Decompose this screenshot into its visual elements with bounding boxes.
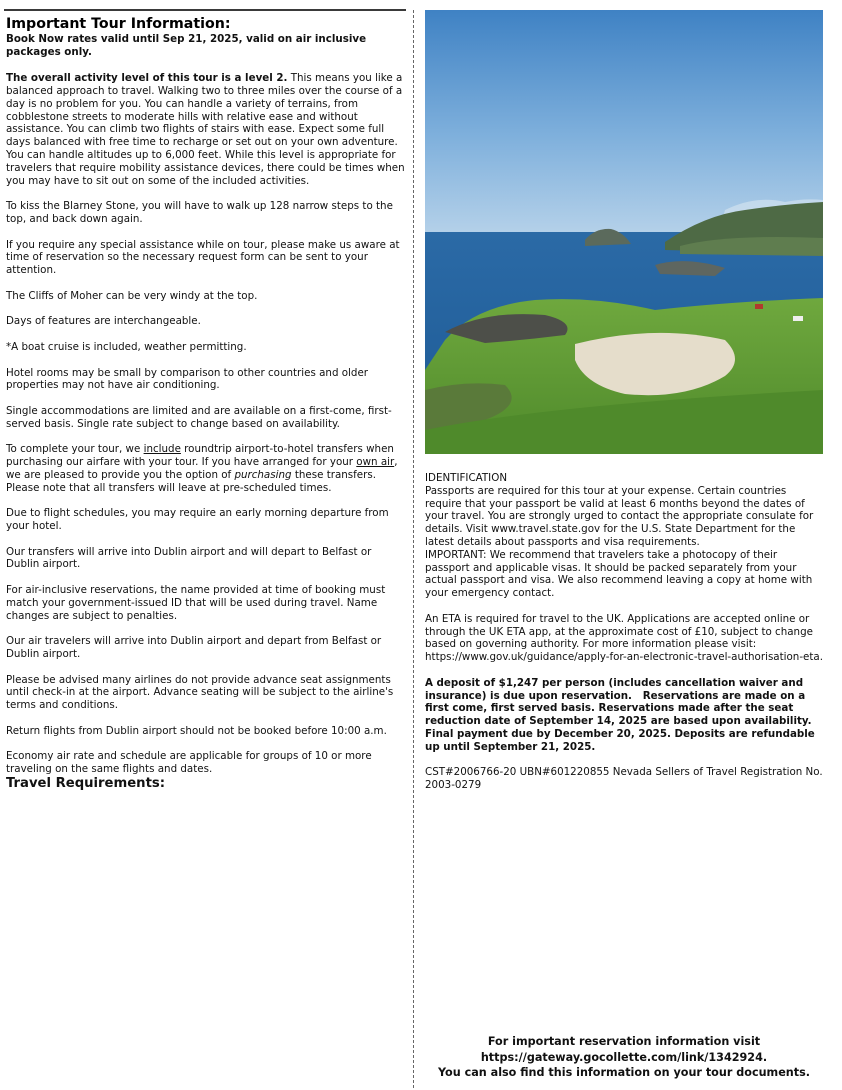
deposit-paragraph: A deposit of $1,247 per person (includes cancellation waiver and insurance) is due upon reservation. Reservations are made on a first come, first served basis. Reservations made after the seat reduction date of September 14, 2025 are based upon availability. Final payment due by December 20, 2025. Deposits are refundable up until September 21, 2025. bbox=[425, 676, 819, 753]
footer-link[interactable]: https://gateway.gocollette.com/link/1342924. bbox=[480, 1050, 768, 1064]
single-accommodations-paragraph: Single accommodations are limited and are available on a first-come, first-served basis. Single rate subject to change based on availability. bbox=[6, 404, 392, 430]
top-rule bbox=[4, 9, 406, 11]
activity-level-bold: The overall activity level of this tour is a level 2. bbox=[6, 72, 288, 85]
identification-title: IDENTIFICATION bbox=[425, 472, 508, 484]
transfer-airports-paragraph: Our transfers will arrive into Dublin airport and will depart to Belfast or Dublin airport. bbox=[6, 545, 372, 571]
transfers-text-7: these transfers. Please note that all transfers will leave at pre-scheduled times. bbox=[6, 468, 376, 494]
activity-level-paragraph bbox=[6, 72, 406, 187]
transfers-paragraph bbox=[6, 443, 406, 494]
boat-cruise-paragraph: *A boat cruise is included, weather permitting. bbox=[6, 340, 247, 353]
flight-schedule-paragraph: Due to flight schedules, you may require an early morning departure from your hotel. bbox=[6, 507, 389, 533]
economy-paragraph: Economy air rate and schedule are applicable for groups of 10 or more traveling on the same flights and dates. bbox=[6, 750, 372, 776]
interchangeable-paragraph: Days of features are interchangeable. bbox=[6, 315, 201, 328]
registration-paragraph: CST#2006766-20 UBN#601220855 Nevada Sellers of Travel Registration No. 2003-0279 bbox=[425, 766, 823, 792]
air-travelers-paragraph: Our air travelers will arrive into Dublin airport and depart from Belfast or Dublin airport. bbox=[6, 635, 382, 661]
footer-line-1: For important reservation information visit bbox=[487, 1035, 761, 1048]
booking-note: Book Now rates valid until Sep 21, 2025, valid on air inclusive packages only. bbox=[6, 33, 367, 58]
important-tour-info-heading: Important Tour Information: bbox=[6, 16, 231, 32]
footer-reservation-info bbox=[420, 1034, 828, 1081]
transfers-text-3: roundtrip airport-to-hotel transfers when purchasing our airfare with your tour. If you have arranged for your bbox=[6, 443, 394, 469]
activity-level-text: This means you like a balanced approach to travel. Walking two to three miles over the course of a day is no problem for you. You can handle a variety of terrains, from cobblestone streets to moderate hills with relative ease and without assistance. You can climb two flights of stairs with ease. Expect some full days balanced with free time to recharge or set out on your own adventure. You can handle altitudes up to 6,000 feet. While this level is appropriate for travelers that require mobility assistance devices, there could be times when you may have to sit out on some of the included activities. bbox=[6, 72, 405, 187]
return-flights-paragraph: Return flights from Dublin airport should not be booked before 10:00 a.m. bbox=[6, 724, 387, 737]
blarney-paragraph: To kiss the Blarney Stone, you will have to walk up 128 narrow steps to the top, and back down again. bbox=[6, 200, 393, 225]
left-column bbox=[6, 16, 406, 791]
cliffs-paragraph: The Cliffs of Moher can be very windy at the top. bbox=[6, 289, 258, 302]
coastal-landscape-photo bbox=[425, 10, 823, 454]
transfers-text-1: To complete your tour, we bbox=[6, 443, 144, 456]
seat-assignment-paragraph: Please be advised many airlines do not provide advance seat assignments until check-in at the airport. Advance seating will be subject to the airline's terms and conditions. bbox=[6, 673, 394, 712]
transfers-own-air-underlined: own air bbox=[356, 456, 395, 469]
transfers-purchasing-italic: purchasing bbox=[234, 468, 292, 481]
assistance-paragraph: If you require any special assistance while on tour, please make us aware at time of reservation so the necessary request form can be sent to your attention. bbox=[6, 238, 400, 277]
travel-requirements-heading: Travel Requirements: bbox=[6, 776, 165, 792]
transfers-text-5: , we are pleased to provide you the option of bbox=[6, 456, 398, 481]
transfers-include-underlined: include bbox=[143, 443, 181, 456]
right-column bbox=[425, 472, 825, 792]
footer-line-3: You can also find this information on your tour documents. bbox=[437, 1066, 811, 1079]
name-match-paragraph: For air-inclusive reservations, the name provided at time of booking must match your government-issued ID that will be used during travel. Name changes are subject to penalties. bbox=[6, 584, 386, 622]
hotel-rooms-paragraph: Hotel rooms may be small by comparison to other countries and older properties may not have air conditioning. bbox=[6, 366, 369, 392]
passports-paragraph: Passports are required for this tour at your expense. Certain countries require that your passport be valid at least 6 months beyond the dates of your travel. You are strongly urged to contact the appropriate consulate for details. Visit www.travel.state.gov for the U.S. State Department for the latest details about passports and visa requirements. bbox=[425, 484, 814, 548]
column-divider bbox=[413, 10, 414, 1088]
eta-paragraph: An ETA is required for travel to the UK. Applications are accepted online or through the UK ETA app, at the approximate cost of £10, subject to change based on governing authority. For more information please visit: https://www.gov.uk/guidance/apply-for-an-electronic-travel-authorisation-eta. bbox=[425, 612, 824, 664]
important-photocopy-paragraph: IMPORTANT: We recommend that travelers take a photocopy of their passport and applicable visas. It should be packed separately from your actual passport and visa. We also recommend leaving a copy at home with your emergency contact. bbox=[425, 548, 813, 600]
